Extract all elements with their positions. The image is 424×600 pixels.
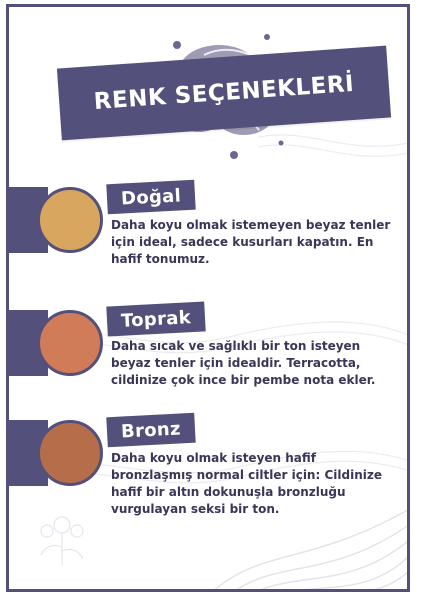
option-tag-bronz: Bronz: [106, 413, 195, 448]
option-description-bronz: Daha koyu olmak isteyen hafif bronzlaşmış normal ciltler için: Cildinize hafif bir altın dokunuşla bronzluğu vurgulayan seksi bir ton.: [111, 451, 382, 516]
flower-illustration: [27, 507, 97, 567]
swatch-bronz: [37, 420, 103, 486]
option-tag-dogal: Doğal: [106, 180, 195, 215]
option-description-dogal: Daha koyu olmak istemeyen beyaz tenler için ideal, sadece kusurları kapatın. En hafif tonumuz.: [111, 218, 391, 266]
option-description-toprak: Daha sıcak ve sağlıklı bir ton isteyen beyaz tenler için idealdir. Terracotta, cildinize çok ince bir pembe nota ekler.: [111, 339, 376, 387]
page-frame: [6, 4, 410, 592]
page-title: RENK SEÇENEKLERİ: [93, 70, 355, 116]
option-tag-toprak: Toprak: [106, 301, 205, 336]
swatch-toprak: [37, 310, 103, 376]
swatch-dogal: [37, 187, 103, 253]
